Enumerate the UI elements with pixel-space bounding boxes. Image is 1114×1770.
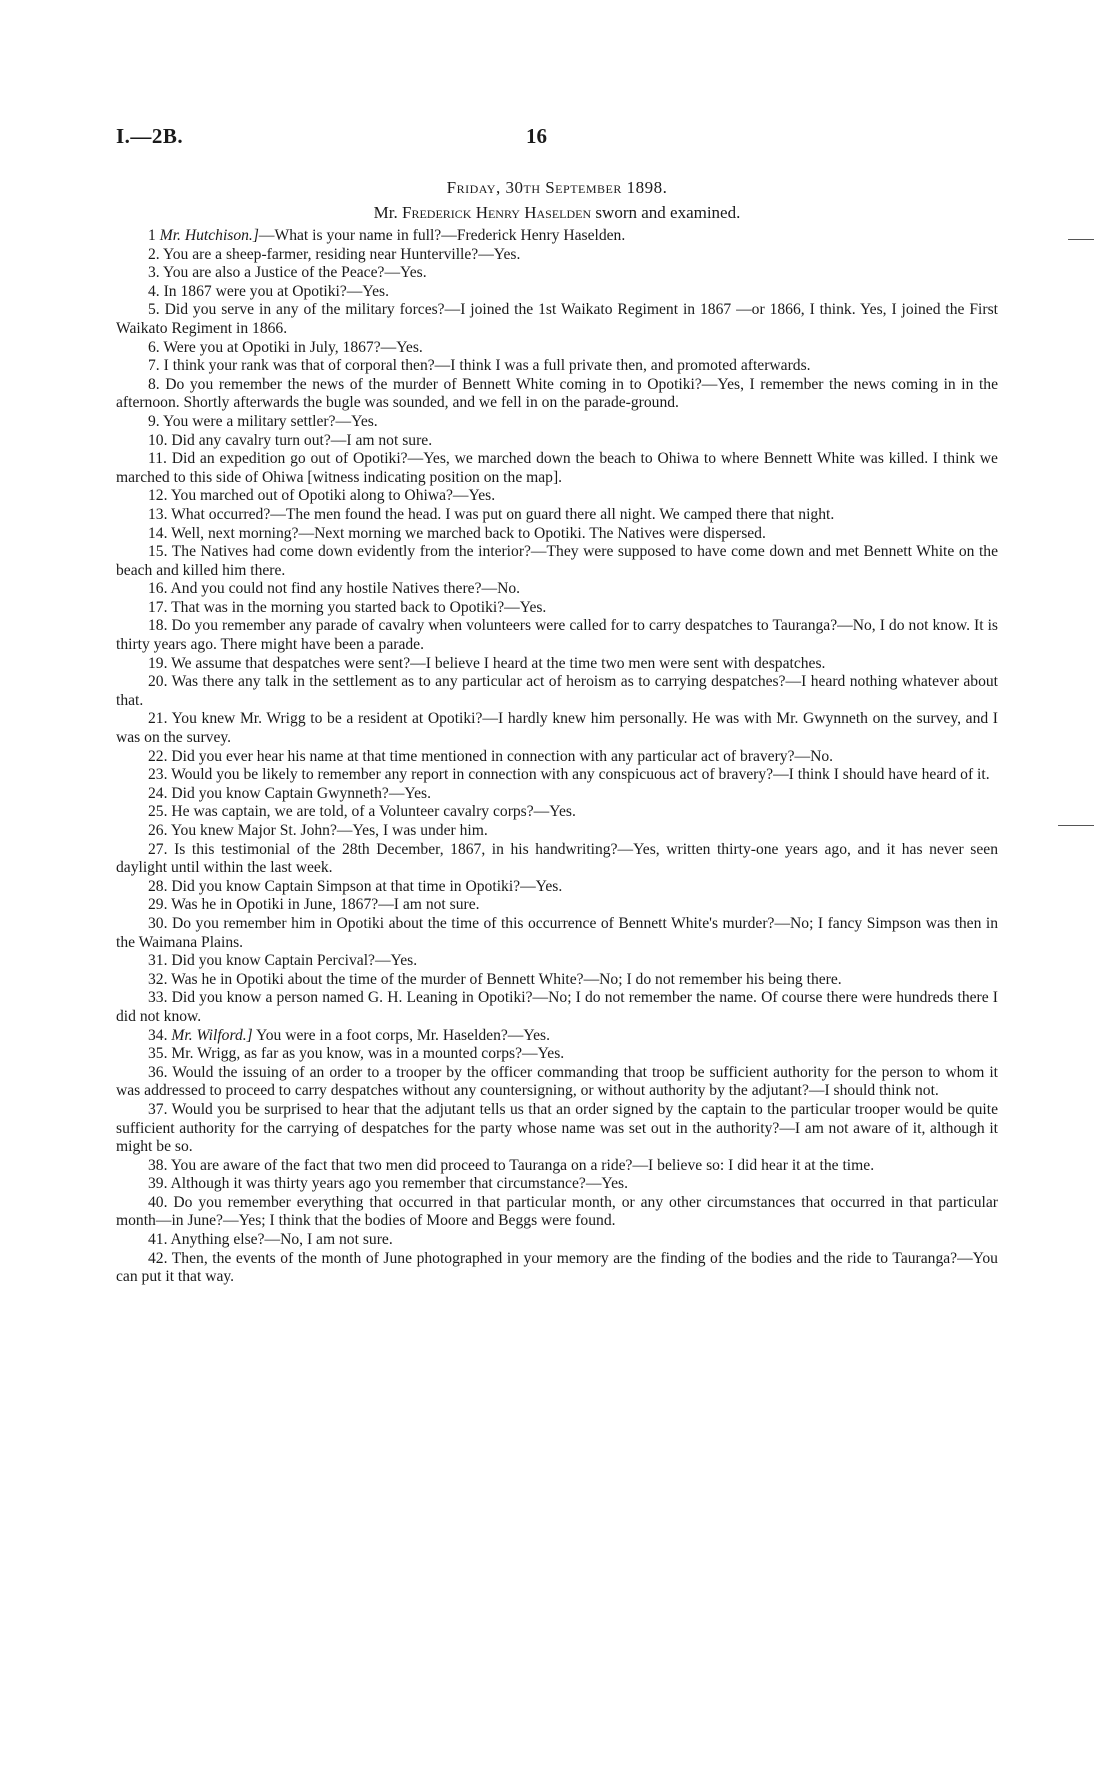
question-paragraph: [116, 785, 998, 804]
question-answer-text: Then, the events of the month of June photographed in your memory are the finding of the bodies and the ride to Tauranga?—You can put it that way.: [116, 1249, 998, 1286]
question-paragraph: [116, 301, 998, 338]
question-answer-text: Was he in Opotiki in June, 1867?—I am not sure.: [171, 896, 480, 914]
question-answer-text: Did any cavalry turn out?—I am not sure.: [171, 431, 433, 449]
question-number: 24.: [148, 784, 168, 802]
question-number: 25.: [148, 803, 168, 821]
question-number: 9.: [148, 412, 160, 430]
question-paragraph: [116, 989, 998, 1026]
question-answer-text: Would the issuing of an order to a trooper by the officer commanding that troop be sufficient authority for the person to whom it was addressed to proceed to carry despatches without any countersigning, or without authority by the adjutant?—I should think not.: [116, 1063, 998, 1100]
question-number: 1: [148, 227, 156, 244]
sitting-year: 1898.: [626, 178, 668, 197]
question-number: 2.: [148, 245, 160, 263]
question-paragraph: [116, 915, 998, 952]
question-paragraph: [116, 803, 998, 822]
question-paragraph: [116, 1175, 998, 1194]
witness-prefix: Mr.: [373, 203, 398, 222]
question-answer-text: Did you serve in any of the military forces?—I joined the 1st Waikato Regiment in 1867 —or 1866, I think. Yes, I joined the First Waikato Regiment in 1866.: [116, 301, 998, 337]
question-number: 21.: [148, 710, 168, 728]
question-paragraph: [116, 1045, 998, 1064]
question-number: 26.: [148, 822, 168, 839]
question-number: 18.: [148, 617, 168, 635]
question-number: 10.: [148, 431, 168, 449]
question-number: 28.: [148, 877, 168, 895]
question-answer-text: You were a military settler?—Yes.: [163, 412, 378, 430]
question-answer-text: Do you remember the news of the murder of Bennett White coming in to Opotiki?—Yes, I remember the news coming in in the afternoon. Shortly afterwards the bugle was sounded, and we fell in on the parade-ground.: [116, 375, 998, 412]
question-answer-text: You are also a Justice of the Peace?—Yes.: [163, 264, 427, 282]
question-paragraph: [116, 1157, 998, 1176]
question-number: 29.: [148, 896, 168, 914]
question-answer-text: You are aware of the fact that two men did proceed to Tauranga on a ride?—I believe so: I did hear it at the time.: [170, 1156, 875, 1174]
question-paragraph: [116, 766, 998, 785]
question-answer-text: That was in the morning you started back to Opotiki?—Yes.: [171, 598, 547, 616]
question-answer-text: You marched out of Opotiki along to Ohiwa?—Yes.: [170, 487, 496, 505]
question-number: 7.: [148, 357, 160, 375]
question-answer-text: Do you remember him in Opotiki about the time of this occurrence of Bennett White's murder?—No; I fancy Simpson was then in the Waimana Plains.: [116, 914, 999, 951]
question-paragraph: [116, 617, 998, 654]
witness-suffix: sworn and examined.: [595, 203, 741, 222]
question-paragraph: [116, 1194, 998, 1231]
question-number: 31.: [148, 952, 168, 970]
sitting-date-heading: Friday, 30th September 1898.: [446, 178, 668, 197]
question-number: 3.: [148, 264, 160, 282]
question-number: 33.: [148, 989, 168, 1007]
question-answer-text: And you could not find any hostile Natives there?—No.: [170, 580, 521, 598]
speaker-name: Mr. Wilford.]: [171, 1026, 253, 1044]
question-number: 8.: [148, 375, 160, 393]
question-paragraph: [116, 896, 998, 915]
question-number: 17.: [148, 598, 168, 616]
question-answer-text: Did you ever hear his name at that time mentioned in connection with any particular act of bravery?—No.: [171, 747, 834, 765]
question-answer-text: Although it was thirty years ago you remember that circumstance?—Yes.: [170, 1175, 628, 1193]
question-paragraph: [116, 543, 998, 580]
question-number: 6.: [148, 338, 160, 356]
margin-mark: [1068, 239, 1094, 240]
question-number: 23.: [148, 766, 168, 784]
question-paragraph: [116, 227, 998, 246]
question-answer-text: Would you be surprised to hear that the adjutant tells us that an order signed by the captain to the particular trooper would be quite sufficient authority for the carrying of despatches for the party whose name was set out in the authority?—I am not aware of it, although it might be so.: [116, 1100, 998, 1156]
question-number: 11.: [148, 450, 167, 468]
question-answer-text: In 1867 were you at Opotiki?—Yes.: [163, 282, 389, 300]
page-number: 16: [526, 124, 547, 148]
question-number: 22.: [148, 747, 168, 765]
question-answer-text: I think your rank was that of corporal then?—I think I was a full private then, and promoted afterwards.: [163, 357, 811, 375]
witness-heading: [0, 203, 1114, 223]
question-number: 20.: [148, 673, 168, 691]
question-answer-text: Did you know Captain Percival?—Yes.: [171, 952, 418, 970]
question-paragraph: [116, 878, 998, 897]
examination-transcript: [116, 227, 998, 1287]
question-answer-text: Well, next morning?—Next morning we marched back to Opotiki. The Natives were dispersed.: [171, 524, 766, 542]
question-paragraph: [116, 283, 998, 302]
question-number: 34.: [148, 1026, 168, 1044]
question-number: 37.: [148, 1100, 168, 1118]
question-answer-text: Did you know Captain Gwynneth?—Yes.: [171, 784, 432, 802]
question-paragraph: [116, 450, 998, 487]
question-paragraph: [116, 413, 998, 432]
question-paragraph: [116, 1064, 998, 1101]
question-paragraph: [116, 1250, 998, 1287]
question-paragraph: [116, 599, 998, 618]
question-paragraph: [116, 376, 998, 413]
question-answer-text: We assume that despatches were sent?—I believe I heard at the time two men were sent with despatches.: [171, 654, 826, 672]
question-answer-text: Did you know Captain Simpson at that time in Opotiki?—Yes.: [171, 877, 563, 895]
question-number: 19.: [148, 654, 168, 672]
question-paragraph: [116, 264, 998, 283]
question-answer-text: He was captain, we are told, of a Volunteer cavalry corps?—Yes.: [171, 803, 576, 821]
question-answer-text: You are a sheep-farmer, residing near Hunterville?—Yes.: [163, 245, 521, 263]
question-paragraph: [116, 580, 998, 599]
sitting-date: 30th September: [505, 178, 622, 197]
question-answer-text: Is this testimonial of the 28th December, 1867, in his handwriting?—Yes, written thirty-one years ago, and it has never seen daylight until within the last week.: [116, 840, 998, 877]
question-number: 36.: [148, 1063, 168, 1081]
parliamentary-paper-reference: I.—2B.: [116, 124, 184, 148]
question-paragraph: [116, 673, 998, 710]
question-answer-text: Anything else?—No, I am not sure.: [170, 1231, 393, 1249]
question-paragraph: [116, 506, 998, 525]
question-number: 4.: [148, 282, 160, 300]
question-answer-text: Mr. Wrigg, as far as you know, was in a mounted corps?—Yes.: [171, 1045, 565, 1063]
question-answer-text: Do you remember everything that occurred in that particular month, or any other circumstances that occurred in that particular month—in June?—Yes; I think that the bodies of Moore and Beggs were found.: [116, 1193, 998, 1230]
question-answer-text: Was he in Opotiki about the time of the murder of Bennett White?—No; I do not remember his being there.: [171, 970, 842, 988]
question-number: 38.: [148, 1156, 168, 1174]
question-number: 27.: [148, 840, 168, 858]
question-paragraph: [116, 841, 998, 878]
question-paragraph: [116, 246, 998, 265]
question-answer-text: Would you be likely to remember any report in connection with any conspicuous act of bravery?—I think I should have heard of it.: [171, 766, 990, 784]
question-paragraph: [116, 357, 998, 376]
question-answer-text: Was there any talk in the settlement as to any particular act of heroism as to carrying despatches?—I heard nothing whatever about that.: [116, 673, 998, 709]
question-paragraph: [116, 655, 998, 674]
question-number: 42.: [148, 1249, 168, 1267]
question-answer-text: You were in a foot corps, Mr. Haselden?—Yes.: [252, 1026, 550, 1044]
question-paragraph: [116, 487, 998, 506]
question-paragraph: [116, 525, 998, 544]
question-answer-text: Do you remember any parade of cavalry when volunteers were called for to carry despatches to Tauranga?—No, I do not know. It is thirty years ago. There might have been a parade.: [116, 617, 998, 654]
question-number: 16.: [148, 580, 168, 598]
question-number: 40.: [148, 1193, 168, 1211]
question-paragraph: [116, 1101, 998, 1157]
question-number: 35.: [148, 1045, 168, 1063]
page-header: [116, 124, 996, 154]
question-answer-text: What occurred?—The men found the head. I was put on guard there all night. We camped there that night.: [171, 505, 835, 523]
question-number: 39.: [148, 1175, 168, 1193]
question-number: 32.: [148, 970, 168, 988]
question-answer-text: The Natives had come down evidently from the interior?—They were supposed to have come down and met Bennett White on the beach and killed him there.: [116, 543, 998, 579]
question-paragraph: [116, 339, 998, 358]
question-number: 14.: [148, 524, 168, 542]
question-number: 5.: [148, 301, 160, 319]
question-paragraph: [116, 1231, 998, 1250]
question-number: 30.: [148, 914, 168, 932]
question-paragraph: [116, 710, 998, 747]
sitting-day: Friday: [446, 178, 496, 197]
question-number: 12.: [148, 487, 168, 505]
question-answer-text: —What is your name in full?—Frederick Henry Haselden.: [258, 227, 626, 244]
question-answer-text: Did you know a person named G. H. Leaning in Opotiki?—No; I do not remember the name. Of course there were hundreds there I did not know.: [116, 989, 998, 1025]
question-answer-text: Did an expedition go out of Opotiki?—Yes, we marched down the beach to Ohiwa to where Bennett White was killed. I think we marched to this side of Ohiwa [witness indicating position on the map].: [116, 450, 998, 486]
question-answer-text: You knew Mr. Wrigg to be a resident at Opotiki?—I hardly knew him personally. He was with Mr. Gwynneth on the survey, and I was on the survey.: [116, 710, 998, 747]
speaker-name: Mr. Hutchison.]: [159, 227, 259, 244]
question-paragraph: [116, 1027, 998, 1046]
question-paragraph: [116, 822, 998, 841]
question-paragraph: [116, 432, 998, 451]
margin-mark: [1058, 825, 1094, 826]
question-paragraph: [116, 748, 998, 767]
question-paragraph: [116, 952, 998, 971]
question-number: 13.: [148, 505, 168, 523]
question-answer-text: You knew Major St. John?—Yes, I was under him.: [170, 822, 488, 839]
question-number: 15.: [148, 543, 168, 561]
witness-name: Frederick Henry Haselden: [401, 203, 592, 222]
question-number: 41.: [148, 1231, 168, 1249]
question-answer-text: Were you at Opotiki in July, 1867?—Yes.: [163, 338, 423, 356]
question-paragraph: [116, 971, 998, 990]
